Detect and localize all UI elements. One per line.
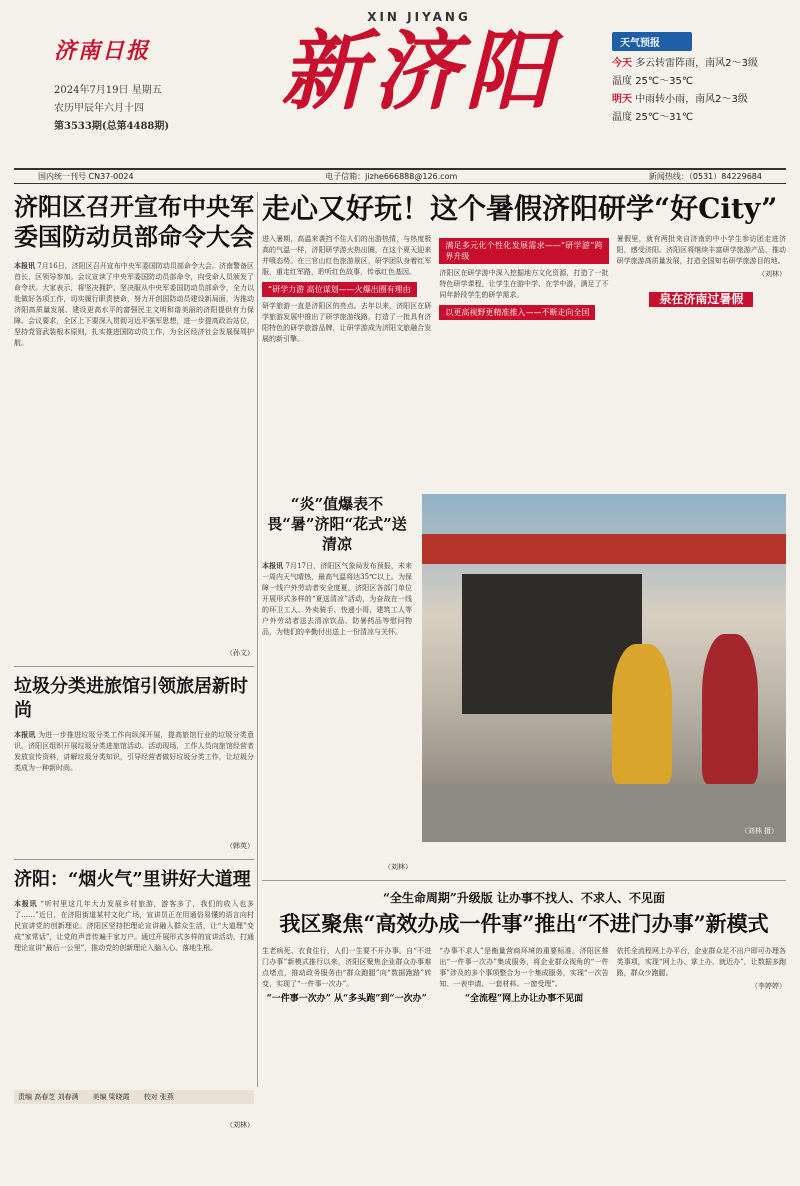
title-pinyin: XIN JIYANG <box>367 10 471 24</box>
article-4-body: 本报讯 7月17日，济阳区气象局发布预报，未来一周内天气晴热，最高气温将达35℃以上。为保障一线户外劳动者安全度夏，济阳区各部门单位开展形式多样的“夏送清凉”活动，为奋战在一线的环卫工人、外卖骑手、快递小哥、建筑工人等户外劳动者送去清凉饮品、防暑药品等慰问物品，为他们的辛勤付出送上一份清凉与关怀。 <box>262 561 412 636</box>
info-bar <box>14 168 786 184</box>
series-badge: 泉在济南过暑假 <box>649 292 753 307</box>
article-5-kicker: “全生命周期”升级版 让办事不找人、不求人、不见面 <box>383 891 665 905</box>
article-3-author: （刘林） <box>226 1121 254 1129</box>
lead-article-col-2: 满足多元化个性化发展需求——“研学游”跨界升级 济阳区在研学游中深入挖掘地方文化资源，打造了一批特色研学课程，让学生在游中学、在学中游，满足了不同年龄段学生的研学需求。 以更高视野更精准推入——不断走向全国 <box>439 234 608 484</box>
pavement <box>422 784 786 842</box>
article-3-title: 济阳：“烟火气”里讲好大道理 <box>14 869 251 890</box>
weather-today-temp: 温度 25℃～35℃ <box>612 76 694 87</box>
delivery-rider <box>612 644 672 784</box>
right-column <box>262 192 786 1186</box>
article-5-col-2: “办事不求人”是衡量营商环境的重要标准。济阳区推出“一件事一次办”集成服务，将企业群众视角的“一件事”涉及的多个事项整合为一个集成服务，实现“一次告知、一表申请、一套材料、一窗受理”。 “全流程”网上办让办事不见面 <box>439 947 609 1004</box>
article-4-author: （刘林） <box>384 863 412 871</box>
article-5-columns <box>262 946 786 1186</box>
article-5-col-3: 依托全流程网上办平台，企业群众足不出户即可办理各类事项，实现“网上办、掌上办、就近办”，让数据多跑路，群众少跑腿。 （李婷婷） <box>616 947 786 990</box>
weather-today: 今天 多云转雷阵雨，南风2～3级 <box>612 58 758 69</box>
article-2-body: 本报讯 为进一步推进垃圾分类工作向纵深开展，提高旅馆行业的垃圾分类意识，济阳区组织开展垃圾分类进旅馆活动。活动现场，工作人员向旅馆经营者发放宣传资料，讲解垃圾分类知识，引导经营者做好垃圾分类工作，让垃圾分类成为一种新时尚。 <box>14 730 254 772</box>
credit-design: 美编 梁晓霞 <box>92 1093 130 1101</box>
article-1-body: 本报讯 7月16日，济阳区召开宣布中央军委国防动员部命令大会。济南警备区首长、区领导参加。会议宣读了中央军委国防动员部命令，向受命人员颁发了命令状。大家表示，将坚决拥护、坚决服从中央军委国防动员部命令，全力以赴做好各项工作，切实履行职责使命，努力开创国防动员建设新局面，为推动济阳高质量发展、建设更高水平的富强民主文明和谐美丽的济阳提供有力保障。会议要求，全区上下要深入贯彻习近平强军思想，进一步提高政治站位，坚持党管武装根本原则，扎实推进国防动员工作，为全区经济社会发展保驾护航。 <box>14 261 254 347</box>
credit-proof: 校对 张燕 <box>143 1093 174 1101</box>
contact-email: 电子信箱：jizhe666888@126.com <box>325 172 458 181</box>
summer-cool-text <box>262 494 412 872</box>
masthead <box>14 10 786 160</box>
divider <box>14 859 254 860</box>
weather-tomorrow-temp: 温度 25℃～31℃ <box>612 112 694 123</box>
lead-article-col-1: 进入暑期，高温来袭挡不住人们的出游热情，与热度极高的气温一样，济阳研学游火热出圈，在这个夏天迎来井喷态势。在三官山红色旅游景区，研学团队身着红军服，重走红军路，聆听红色故事，传承红色基因。 “研学力游 高位谋划——火爆出圈有理由 研学旅游一直是济阳区的亮点。去年以来，济阳区在研学旅游发展中推出了研学旅游线路，打造了一批具有济阳特色的研学旅游品牌，让研学游成为济阳文旅融合发展的新引擎。 <box>262 235 432 343</box>
lead-article-col-3: 暑假里，就有两批来自济南的中小学生参访团走进济阳，感受济阳。济阳区将继续丰富研学旅游产品，推动研学旅游高质量发展，打造全国知名研学旅游目的地。 （刘林） 泉在济南过暑假 <box>616 235 786 306</box>
title-calligraphy: 新济阳 <box>281 21 557 122</box>
article-5-subhead-2: “全流程”网上办让办事不见面 <box>464 994 584 1004</box>
weather-tomorrow: 明天 中雨转小雨，南风2～3级 <box>612 94 748 105</box>
lead-subhead-1: “研学力游 高位谋划——火爆出圈有理由 <box>262 282 417 297</box>
main-title <box>234 10 604 120</box>
article-5-author: （李婷婷） <box>750 982 786 990</box>
divider <box>14 666 254 667</box>
lead-subhead-3: 以更高视野更精准推入——不断走向全国 <box>439 305 595 320</box>
article-5-title: 我区聚焦“高效办成一件事”推出“不进门办事”新模式 <box>279 911 769 936</box>
column-divider <box>257 192 258 1087</box>
weather-title: 天气预报 <box>612 32 692 51</box>
lunar-date: 农历甲辰年六月十四 <box>54 103 144 114</box>
news-photo <box>422 494 786 842</box>
lead-article-title: 走心又好玩！这个暑假济阳研学“好City” <box>262 192 778 225</box>
article-5-subhead-1: “一件事一次办” 从“多头跑”到“一次办” <box>266 994 427 1004</box>
article-2-title: 垃圾分类进旅馆引领旅居新时尚 <box>14 676 248 721</box>
article-1-author: （孙文） <box>226 649 254 657</box>
issue-number: 第3533期(总第4488期) <box>54 121 170 132</box>
photo-caption: （刘林 摄） <box>740 827 778 835</box>
paper-logo: 济南日报 <box>54 38 151 64</box>
editor-credits <box>14 1090 254 1104</box>
article-2-author: （韩英） <box>226 842 254 850</box>
article-5-col-1: 生老病死、衣食住行，人们一生要不开办事。自“不进门办事”新模式推行以来，济阳区聚焦企业群众办事难点堵点，推动政务服务由“群众跑腿”向“数据跑路”转变，实现了“一件事一次办”。 “一件事一次办” 从“多头跑”到“一次办” <box>262 947 432 1004</box>
lead-subhead-2: 满足多元化个性化发展需求——“研学游”跨界升级 <box>439 238 608 264</box>
volunteer <box>702 634 758 784</box>
issue-date: 2024年7月19日 星期五 <box>54 85 162 96</box>
summer-cool-section <box>262 494 786 872</box>
article-1-title: 济阳区召开宣布中央军委国防动员部命令大会 <box>14 192 254 251</box>
edition-info <box>54 82 169 136</box>
awning <box>422 534 786 564</box>
credit-editor: 责编 高春芝 刘春满 <box>18 1093 79 1101</box>
weather-box <box>612 32 798 123</box>
article-3-body: 本报讯 “听村里这几年大力发展乡村旅游，游客多了，我们的收入也多了……”近日，在济阳街道某村文化广场，宣讲员正在用通俗易懂的语言向村民宣讲党的创新理论。济阳区坚持把理论宣讲融入群众生活，让“大道理”变成“家常话”，让党的声音传遍千家万户。通过开展形式多样的宣讲活动，打通理论宣讲“最后一公里”，推动党的创新理论入脑入心、落地生根。 <box>14 899 254 952</box>
left-column <box>14 192 254 1130</box>
news-hotline: 新闻热线：（0531）84229684 <box>648 172 762 181</box>
article-4-title: “炎”值爆表不畏“暑”济阳“花式”送清凉 <box>267 495 407 553</box>
publication-code: 国内统一刊号 CN37-0024 <box>38 172 134 181</box>
lead-article-author: （刘林） <box>757 270 786 278</box>
divider <box>262 880 786 881</box>
lead-article-columns <box>262 234 786 484</box>
